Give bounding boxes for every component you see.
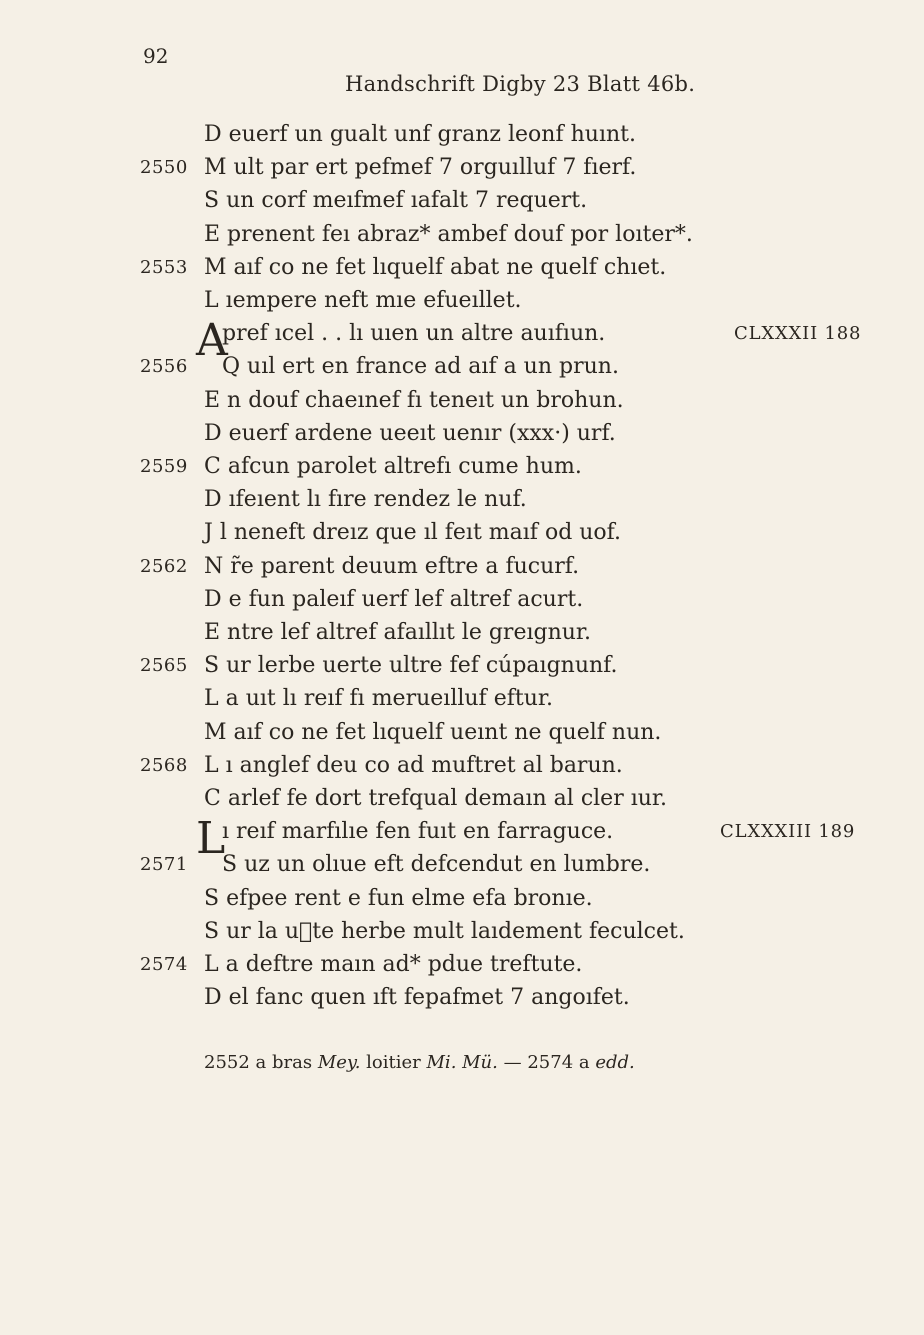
- verse-text: D el fanc quen ıft fepafmet 7 angoıfet.: [204, 985, 630, 1011]
- line-number: 2553: [140, 256, 188, 278]
- page-number: 92: [143, 44, 169, 68]
- verse-text: C arlef fe dort trefqual demaın al cler ıur.: [204, 786, 668, 811]
- verse-line: [0, 384, 924, 417]
- verse-line: [0, 782, 924, 815]
- verse-line: [0, 483, 924, 516]
- drop-initial: L: [196, 813, 226, 865]
- verse-line: [0, 218, 924, 251]
- line-number: 2562: [140, 555, 188, 577]
- verse-line: [0, 915, 924, 948]
- verse-line: [0, 284, 924, 317]
- footnote-part: 2552 a bras: [204, 1052, 313, 1073]
- verse-text: S ur lerbe uerte ultre fef cúpaıgnunf.: [204, 653, 618, 679]
- running-head: Handschrift Digby 23 Blatt 46b.: [345, 72, 696, 96]
- verse-text: D euerf un gualt unf granz leonf huınt.: [204, 122, 636, 147]
- verse-text: M aıf co ne fet lıquelf ueınt ne quelf nun.: [204, 719, 662, 745]
- verse-text: M aıf co ne fet lıquelf abat ne quelf chıet.: [204, 254, 667, 280]
- verse-line: [0, 184, 924, 217]
- verse-line: [0, 417, 924, 450]
- verse-text: M ult par ert pefmef 7 orguılluf 7 fıerf.: [204, 155, 637, 181]
- verse-text: L ı anglef deu co ad muftret al barun.: [204, 752, 623, 778]
- verse-text: E prenent feı abraz* ambef douf por loıter*.: [204, 221, 693, 247]
- footnote-editor: Mey.: [317, 1052, 361, 1073]
- verse-text: N r̃e parent deuum eftre a fucurf.: [204, 553, 580, 579]
- line-number: 2550: [140, 157, 188, 179]
- verse-line: [0, 118, 924, 151]
- verse-line: [0, 550, 924, 583]
- verse-text: E n douf chaeınef fı teneıt un brohun.: [204, 387, 624, 413]
- footnote-part: loitier: [366, 1052, 421, 1073]
- drop-initial: A: [196, 315, 228, 367]
- laisse-number: CLXXXII 188: [734, 323, 862, 345]
- verse-text: S un corf meıfmef ıafalt 7 requert.: [204, 188, 588, 214]
- verse-line: [0, 450, 924, 483]
- verse-text: S ur la u᷑te herbe mult laıdement feculcet.: [204, 918, 685, 944]
- laisse-number: CLXXXIII 189: [720, 821, 856, 843]
- footnote-editor: edd.: [595, 1052, 635, 1073]
- verse-line: [0, 616, 924, 649]
- verse-line: [0, 749, 924, 782]
- verse-line: [0, 716, 924, 749]
- verse-text: pref ıcel . . lı uıen un altre auıfıun.: [222, 321, 606, 347]
- verse-line: [0, 848, 924, 881]
- verse-line: [0, 251, 924, 284]
- line-number: 2574: [140, 954, 188, 975]
- line-number: 2565: [140, 655, 188, 677]
- verse-line: [0, 583, 924, 616]
- verse-text: D ıfeıent lı fıre rendez le nuf.: [204, 487, 527, 513]
- verse-text: S uz un olıue eft defcendut en lumbre.: [222, 852, 651, 878]
- footnote-part: — 2574 a: [503, 1052, 590, 1073]
- verse-text: S efpee rent e fun elme efa bronıe.: [204, 885, 593, 911]
- verse-line: [0, 981, 924, 1014]
- verse-text: E ntre lef altref afaıllıt le greıgnur.: [204, 620, 592, 645]
- verse-text: D e fun paleıf uerf lef altref acurt.: [204, 586, 584, 612]
- verse-line: [0, 151, 924, 184]
- verse-text: J l neneft dreız que ıl feıt maıf od uof.: [204, 520, 622, 546]
- verse-text: ı reıf marfılıe fen fuıt en farraguce.: [222, 819, 614, 845]
- verse-text: L a deftre maın ad* pdue treftute.: [204, 952, 583, 977]
- verse-text: C afcun parolet altrefı cume hum.: [204, 454, 582, 479]
- verse-text: Q uıl ert en france ad aıf a un prun.: [222, 354, 619, 380]
- verse-line: [0, 516, 924, 549]
- verse-text: L a uıt lı reıf fı merueılluf eftur.: [204, 686, 553, 712]
- verse-line: [0, 882, 924, 915]
- verse-text: D euerf ardene ueeıt uenır (xxx·) urf.: [204, 420, 616, 446]
- line-number: 2559: [140, 456, 188, 477]
- footnote-editor: Mi. Mü.: [426, 1052, 498, 1073]
- footnote: [204, 1052, 635, 1073]
- verse-line: [0, 948, 924, 981]
- verse-line: [0, 682, 924, 715]
- verse-line: [0, 350, 924, 383]
- line-number: 2568: [140, 754, 188, 776]
- line-number: 2571: [140, 854, 188, 876]
- verse-text: L ıempere neft mıe efueıllet.: [204, 288, 522, 313]
- verse-line: [0, 649, 924, 682]
- line-number: 2556: [140, 356, 188, 378]
